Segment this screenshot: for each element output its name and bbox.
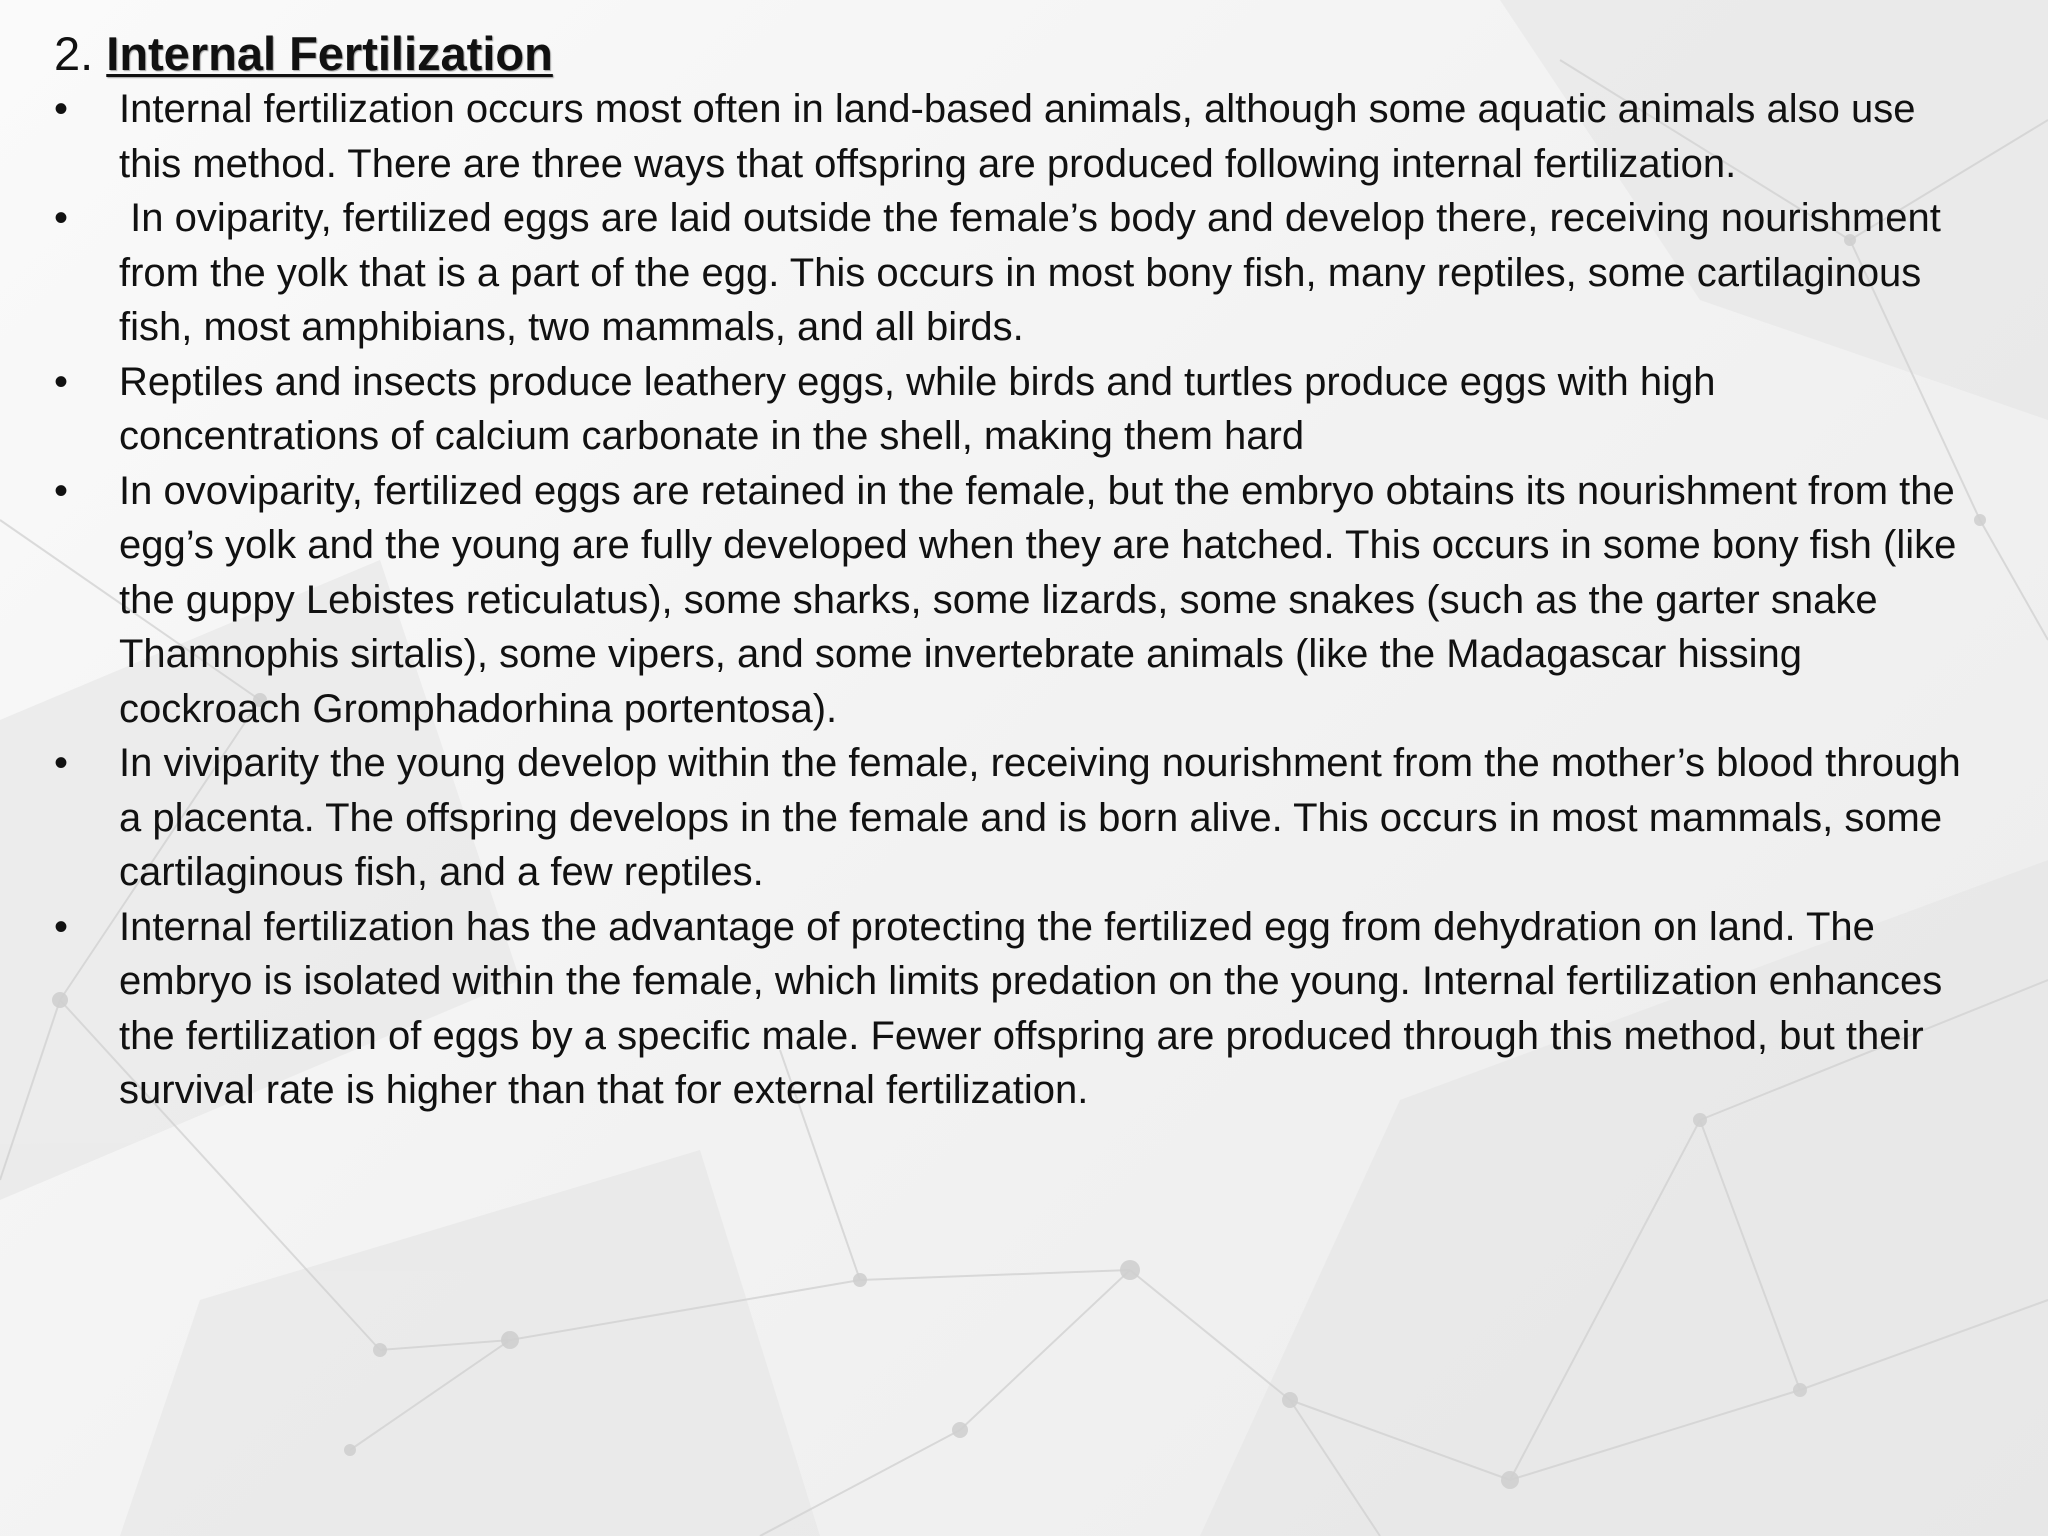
bullet-item [54, 464, 1974, 737]
heading-number: 2. [54, 27, 94, 80]
bullet-item [54, 191, 1974, 355]
bullet-text: Reptiles and insects produce leathery eggs, while birds and turtles produce eggs with high concentrations of calcium carbonate in the shell, making them hard [119, 359, 1716, 458]
bullet-text: In ovoviparity, fertilized eggs are retained in the female, but the embryo obtains its nourishment from the egg’s yolk and the young are fully developed when they are hatched. This occurs in some bony fish (like the guppy Lebistes reticulatus), some sharks, some lizards, some snakes (such as the garter snake Thamnophis sirtalis), some vipers, and some invertebrate animals (like the Madagascar hissing cockroach Gromphadorhina portentosa). [119, 468, 1957, 731]
bullet-item [54, 900, 1974, 1118]
slide-content [54, 26, 1974, 1118]
bullet-marker: • [54, 359, 69, 404]
bullet-text: Internal fertilization has the advantage of protecting the fertilized egg from dehydration on land. The embryo is isolated within the female, which limits predation on the young. Internal fertilization enhances the fertilization of eggs by a specific male. Fewer offspring are produced through this method, but their survival rate is higher than that for external fertilization. [119, 904, 1943, 1112]
bullet-item [54, 736, 1974, 900]
bullet-marker: • [54, 468, 69, 513]
slide-heading [54, 26, 1974, 82]
bullet-text: In oviparity, fertilized eggs are laid outside the female’s body and develop there, receiving nourishment from the yolk that is a part of the egg. This occurs in most bony fish, many reptiles, some cartilaginous fish, most amphibians, two mammals, and all birds. [119, 196, 1952, 349]
bullet-list [54, 82, 1974, 1118]
bullet-marker: • [54, 87, 69, 131]
bullet-text: Internal fertilization occurs most often in land-based animals, although some aquatic animals also use this method. There are three ways that offspring are produced following internal fertilization. [119, 87, 1916, 186]
heading-title: Internal Fertilization [106, 27, 553, 80]
bullet-marker: • [54, 741, 69, 785]
bullet-marker: • [54, 196, 69, 240]
bullet-text: In viviparity the young develop within the female, receiving nourishment from the mother’s blood through a placenta. The offspring develops in the female and is born alive. This occurs in most mammals, some cartilaginous fish, and a few reptiles. [119, 741, 1961, 894]
bullet-item [54, 355, 1974, 464]
bullet-item [54, 82, 1974, 191]
bullet-marker: • [54, 904, 69, 949]
